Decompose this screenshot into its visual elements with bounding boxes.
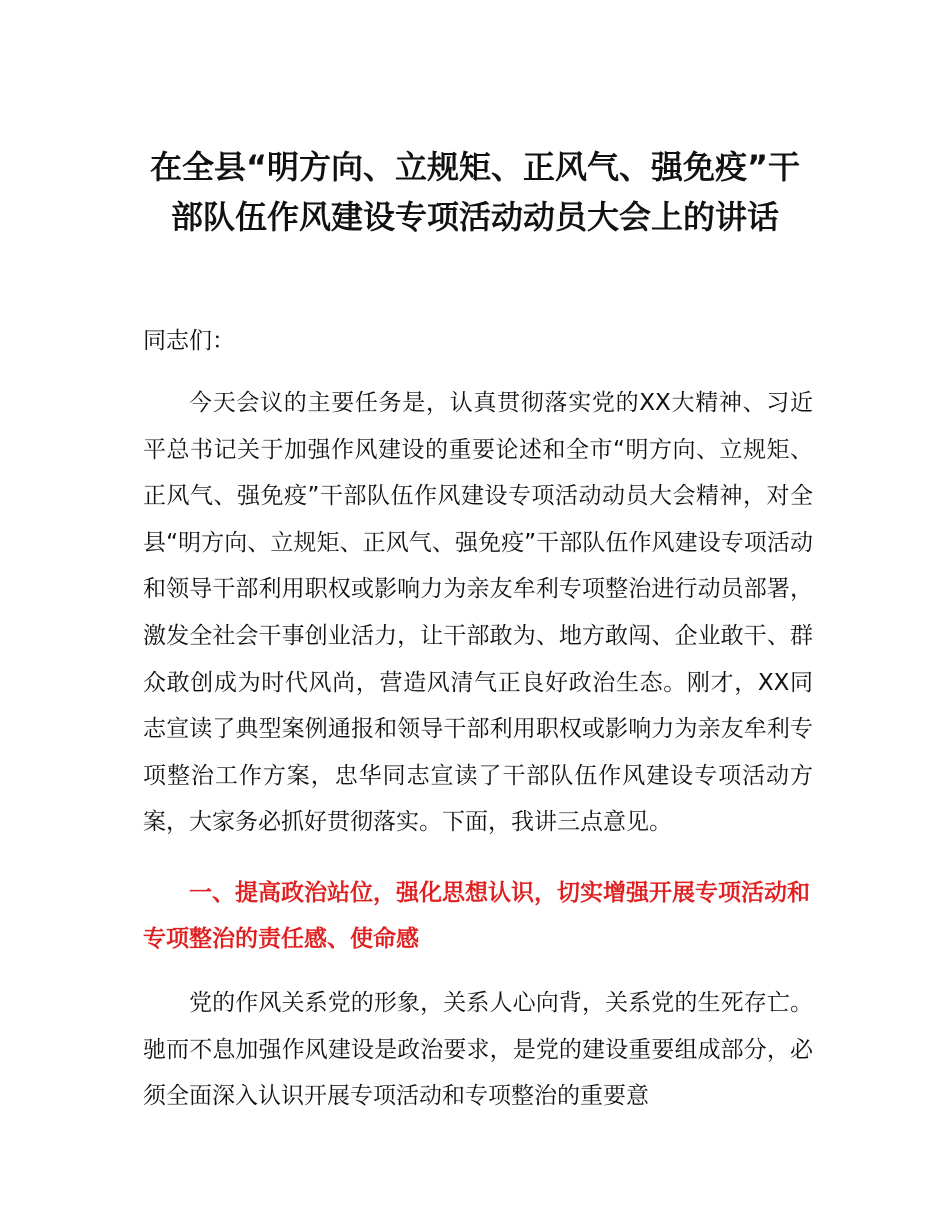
- body-paragraph-1: 今天会议的主要任务是，认真贯彻落实党的XX大精神、习近平总书记关于加强作风建设的重要论述和全市“明方向、立规矩、正风气、强免疫”干部队伍作风建设专项活动动员大会精神，对全县“明方向、立规矩、正风气、强免疫”干部队伍作风建设专项活动和领导干部利用职权或影响力为亲友牟利专项整治进行动员部署，激发全社会干事创业活力，让干部敢为、地方敢闯、企业敢干、群众敢创成为时代风尚，营造风清气正良好政治生态。刚才，XX同志宣读了典型案例通报和领导干部利用职权或影响力为亲友牟利专项整治工作方案，忠华同志宣读了干部队伍作风建设专项活动方案，大家务必抓好贯彻落实。下面，我讲三点意见。: [143, 390, 813, 836]
- body-paragraph-2: 党的作风关系党的形象，关系人心向背，关系党的生死存亡。驰而不息加强作风建设是政治要求，是党的建设重要组成部分，必须全面深入认识开展专项活动和专项整治的重要意: [143, 990, 813, 1110]
- document-title: 在全县“明方向、立规矩、正风气、强免疫”干部队伍作风建设专项活动动员大会上的讲话: [149, 148, 801, 236]
- salutation: 同志们：: [143, 328, 235, 354]
- section-heading-1: 一、提高政治站位，强化思想认识，切实增强开展专项活动和专项整治的责任感、使命感: [143, 880, 810, 952]
